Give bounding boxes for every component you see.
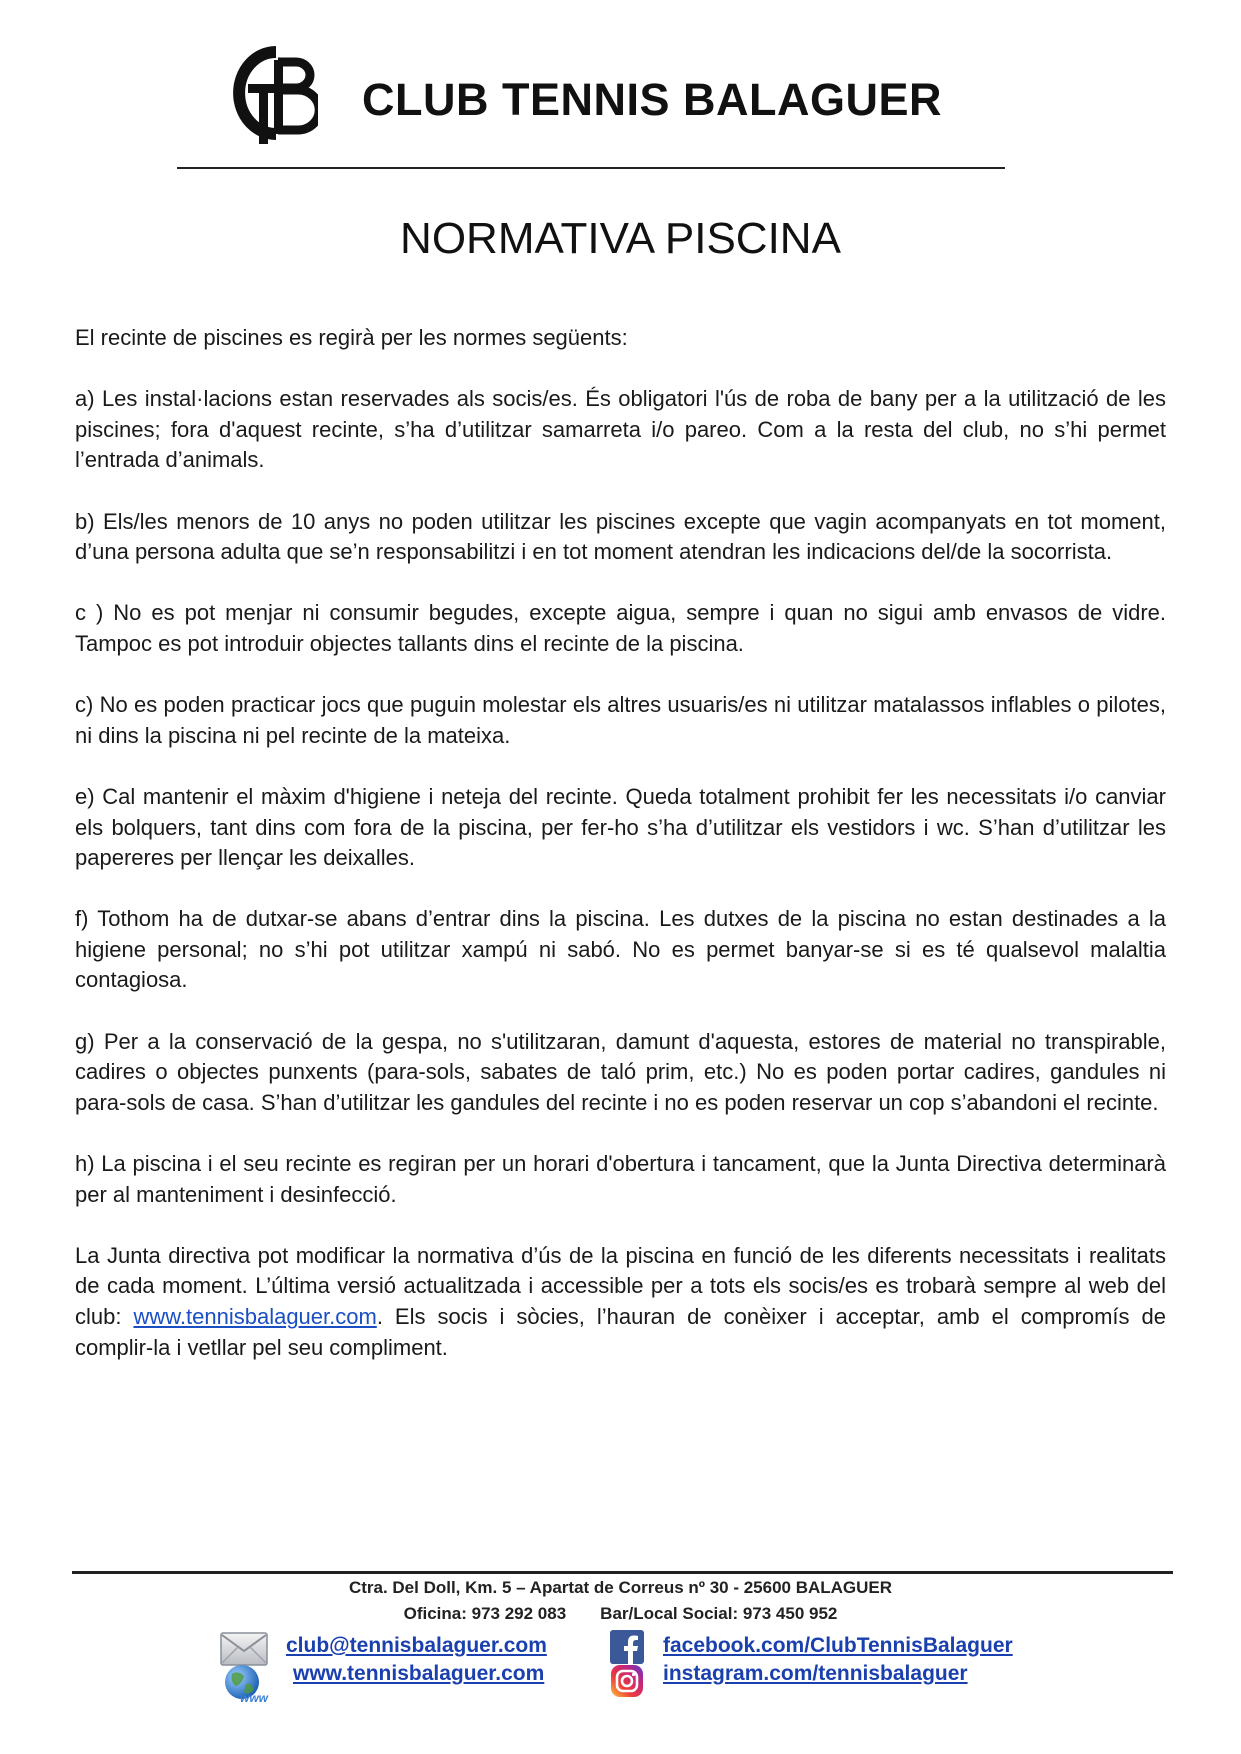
rule-paragraph: f) Tothom ha de dutxar-se abans d’entrar dins la piscina. Les dutxes de la piscina no estan destinades a la higiene personal; no s’hi pot utilitzar xampú ni sabó. No es permet banyar-se si es té qualsevol malaltia contagiosa. (75, 906, 1166, 993)
document-body (75, 323, 1166, 1394)
email-link[interactable]: club@tennisbalaguer.com (286, 1634, 547, 1657)
document-title: NORMATIVA PISCINA (400, 214, 841, 263)
rule-paragraph: c) No es poden practicar jocs que puguin molestar els altres usuaris/es ni utilitzar matalassos inflables o pilotes, ni dins la piscina ni pel recinte de la mateixa. (75, 692, 1166, 748)
rule-paragraph: h) La piscina i el seu recinte es regiran per un horari d'obertura i tancament, que la Junta Directiva determinarà per al manteniment i desinfecció. (75, 1151, 1166, 1207)
header-divider (177, 167, 1005, 169)
facebook-link[interactable]: facebook.com/ClubTennisBalaguer (663, 1634, 1013, 1657)
bar-phone: Bar/Local Social: 973 450 952 (600, 1604, 838, 1623)
closing-text-start: La Junta directiva pot modificar la normativa d’ús de la piscina en funció de les diferents necessitats i realitats de cada moment. L’última versió actualitzada i accessible per a tots els socis/es es trobarà sempre al web del club: (75, 1242, 1166, 1329)
footer-website-link[interactable]: www.tennisbalaguer.com (293, 1662, 545, 1685)
closing-text-end: . Els socis i sòcies, l’hauran de conèixer i acceptar, amb el compromís de complir-la i vetllar pel seu compliment. (75, 1304, 1166, 1360)
rule-paragraph: c ) No es pot menjar ni consumir begudes, excepte aigua, sempre i quan no sigui amb envasos de vidre. Tampoc es pot introduir objectes tallants dins el recinte de la piscina. (75, 600, 1166, 656)
instagram-icon (610, 1664, 644, 1698)
closing-paragraph (75, 1241, 1166, 1363)
office-phone: Oficina: 973 292 083 (403, 1604, 567, 1623)
rule-paragraph: a) Les instal·lacions estan reservades als socis/es. És obligatori l'ús de roba de bany per a la utilització de les piscines; fora d'aquest recinte, s’ha d’utilitzar samarreta i/o pareo. Com a la resta del club, no s’hi permet l’entrada d’animals. (75, 386, 1166, 473)
globe-www-icon (222, 1660, 272, 1706)
club-name: CLUB TENNIS BALAGUER (362, 74, 942, 125)
facebook-icon (610, 1630, 644, 1664)
footer-address: Ctra. Del Doll, Km. 5 – Apartat de Correus nº 30 - 25600 BALAGUER (348, 1578, 893, 1597)
svg-text:www: www (240, 1691, 269, 1705)
instagram-link[interactable]: instagram.com/tennisbalaguer (663, 1662, 968, 1685)
intro-paragraph: El recinte de piscines es regirà per les normes següents: (75, 325, 628, 350)
footer-phones (0, 1604, 1241, 1624)
rule-paragraph: g) Per a la conservació de la gespa, no s'utilitzaran, damunt d'aquesta, estores de material no transpirable, cadires o objectes punxents (para-sols, sabates de taló prim, etc.) No es poden portar cadires, gandules ni para-sols de casa. S’han d’utilitzar les gandules del recinte i no es poden reservar un cop s’abandoni el recinte. (75, 1028, 1166, 1115)
club-logo-icon (218, 38, 318, 150)
rule-paragraph: e) Cal mantenir el màxim d'higiene i neteja del recinte. Queda totalment prohibit fer les necessitats i/o canviar els bolquers, tant dins com fora de la piscina, per fer-ho s’ha d’utilitzar els vestidors i wc. S’han d’utilitzar les papereres per llençar les deixalles. (75, 783, 1166, 871)
rule-paragraph: b) Els/les menors de 10 anys no poden utilitzar les piscines excepte que vagin acompanyats en tot moment, d’una persona adulta que se’n responsabilitzi i en tot moment atendran les indicacions del/de la socorrista. (75, 508, 1166, 565)
website-link[interactable]: www.tennisbalaguer.com (133, 1304, 377, 1329)
footer-divider (72, 1571, 1173, 1574)
